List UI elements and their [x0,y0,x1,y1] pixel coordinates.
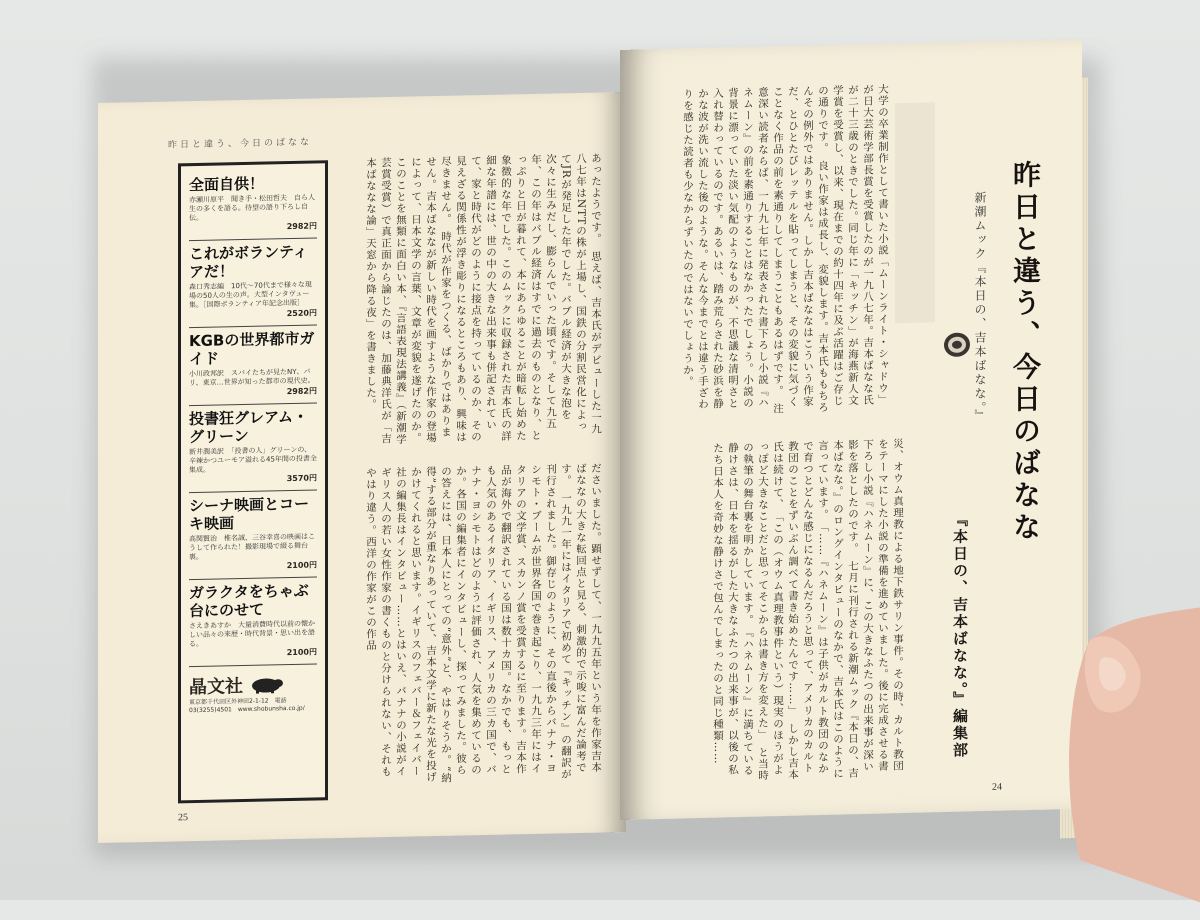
page-number: 24 [992,781,1002,793]
body-text-lower: 災、オウム真理教による地下鉄サリン事件。その時、カルト教団をテーマにした小説の準備を進めていました。後に完成させる書下ろし小説『ハネムーン』に、この大きなふたつの出来事が深い影を落としたのです。 七月に刊行される新潮ムック『本日の、吉本ばなな。』のロングインタビューのなかで、吉本氏はこのように言っています。 「……『ハネムーン』は子供がカルト教団のなかで育つとどんな感じになるんだろうと思って、アメリカのカルト教団のことをずいぶん調べて書き始めたんです……」 しかし吉本氏は続けて、 「この（オウム真理教事件という）現実のほうがよっぽど大きなことだと思ってそこからは書き方を変えた」 と当時の執筆の舞台裏を明かしています。 『ハネムーン』に満ちている静けさは、日本を揺るがした大きなふたつの出来事が、以後の私たち日本人を奇妙な静けさで包んでしまったのと同じ種類…… [712,438,904,782]
ad-title: これがボランティアだ！ [189,242,308,282]
ad-price: 2100円 [286,647,317,658]
ad-item [189,577,317,667]
ad-price: 2982円 [286,386,317,397]
byline: 『本日の、吉本ばなな。』編集部 [951,511,969,760]
body-text-upper: 大学の卒業制作として書いた小説「ムーンライト・シャドウ」が日大芸術学部長賞を受賞したのが一九八七年。吉本ばなな氏が二十三歳のときでした。同じ年に「キッチン」が海燕新人文学賞を受賞し、以来、現在までの約十四年に及ぶ活躍はご存じの通りです。 良い作家は成長し、変貌します。吉本氏ももちろんその例外ではありません。しかし吉本ばななはこういう作家だ、とひとたびレッテルを貼ってしまうと、その変貌に気づくことなく作品の前を素通りしてしまうこともあるはずです。 注意深い読者ならば、一九九七年に発表された書下ろし小説『ハネムーン』の前を素通りすることはなかったでしょう。小説の背景に漂っていた淡い気配のようなものが、不思議な清明さと入れ替わっているのです。あるいは、踏み荒らされた砂浜を静かな波が洗い流した後のような。そんな今までとは違う手ざわりを感じた読者も少なからずいたのではないでしょうか。 [682,83,889,415]
ad-description: 高関賢治 椎名誠、三谷幸喜の映画はこうして作られた！撮影現場で綴る舞台裏。 [189,532,315,562]
ad-description: 赤瀬川原平 聞き手・松田哲夫 自ら人生の多くを語る。待望の語り下ろし自伝。 [189,193,315,223]
article-title: 昨日と違う、今日のばなな [1009,159,1042,545]
ad-description: 小川政邦訳 スパイたちが見たNY、パリ、東京…世界が知った都市の現代史。 [189,367,315,388]
ad-title: KGBの世界都市ガイド [189,329,315,369]
show-through [895,102,935,323]
ad-item [189,325,317,406]
ad-title: シーナ映画とコーキ映画 [189,494,310,534]
body-text-upper: あったようです。 思えば、吉本氏がデビューした一九八七年はNTTの株が上場し、国鉄の分割民営化によってJRが発足した年でした。バブル経済が大きな泡を次々に生みだし、膨らんでいった頃です。そして九五年、この年はバブル経済はすでに過去のものとなり、とっぷりと日が暮れて、本にあらゆることが暗転し始めた象徴的な年でした。このムックに収録された吉本氏の詳細な年譜には、世の中の大きな出来事も併記されていて、家と時代がどのように接点を持っているのか、その見えざる関係性が浮き彫りになるところもあり、興味は尽きません。 時代が作家をつくる、ばかりではありません。吉本ばななが新しい時代を画すような作家の登場によって、日本文学の言葉、文章が変貌を遂げたのか。このことを無類に面白い本、『言語表現法講義』（新潮学芸賞受賞）で真正面から論じたのは、加藤典洋氏が「吉本ばななな論」天窓から降る夜」を書きました。 [365,152,602,446]
ad-description: 新井潤美訳 「投書の人」グリーンの、辛辣かつユーモア溢れる45年間の投書全集成。 [189,445,317,475]
body-text-lower: ださいました。顕せずして、一九九五年という年を作家吉本ばななの大きな転回点と見る、刺激的で示唆に富んだ論考です。 一九九一年にはイタリアで初めて『キッチン』の翻訳が刊行されました。御存じのように、その直後からバナナ・ヨシモト・ブームが世界各国で巻き起こり、一九九三年にはイタリアの文学賞、スカンノ賞を受賞するに至ります。吉本作品が海外で翻訳されている国は数十カ国。なかでも、もっとも人気のあるイタリア、イギリス、アメリカの三カ国で、バナナ・ヨシモトはどのように評価され、人気を集めているのか。各国の編集者にインタビューし、探ってみました。彼らの答えには、日本人にとっての“意外”と、やはりそうか。“納得”する部分が重なりあっていて、吉本文学に新たな光を投げかけてくれると思います。イギリスのフェバー＆フェイバー社の編集長はインタビュー……とはいえ、バナナの小説がイギリス人の若い女性作家の書くものと分けられない、それもやはり違う。西洋の作家がこの作品 [365,462,602,785]
right-page [620,39,1082,820]
hippo-icon [249,675,283,694]
ad-title: ガラクタをちゃぶ台にのせて [189,581,309,621]
ad-title: 投書狂グレアム・グリーン [189,407,308,447]
left-page [98,92,626,843]
book-advertisement [178,160,328,803]
ad-title: 全面自供！ [189,174,265,195]
page-number: 25 [178,812,188,824]
ad-price: 2100円 [286,560,317,571]
seal-icon [942,329,972,360]
hand [1050,600,1200,920]
running-head: 昨日と違う、今日のばなな [168,137,313,151]
article-subtitle: 新潮ムック『本日の、吉本ばなな。』 [973,191,987,424]
ad-price: 2982円 [286,221,317,232]
publisher-logo [189,670,317,699]
ad-description: 森口秀志編 10代〜70代まで様々な現場の50人の生の声。大型インタヴュー集。［国際ボランティア年記念出版］ [189,280,312,310]
ad-item [189,238,317,328]
publisher-name: 晶文社 [189,676,243,699]
ad-item [189,169,317,241]
ad-price: 3570円 [286,473,317,484]
ad-price: 2520円 [286,308,317,319]
ad-description: さえきあすか 大量消費時代以前の懐かしい品々の来歴・時代背景・思い出を語る。 [189,619,315,649]
publisher-address: 東京都千代田区外神田2-1-12 電話03(3255)4501 www.shobunsha.co.jp/ [189,697,305,715]
ad-item [189,490,317,580]
ad-item [189,403,317,493]
